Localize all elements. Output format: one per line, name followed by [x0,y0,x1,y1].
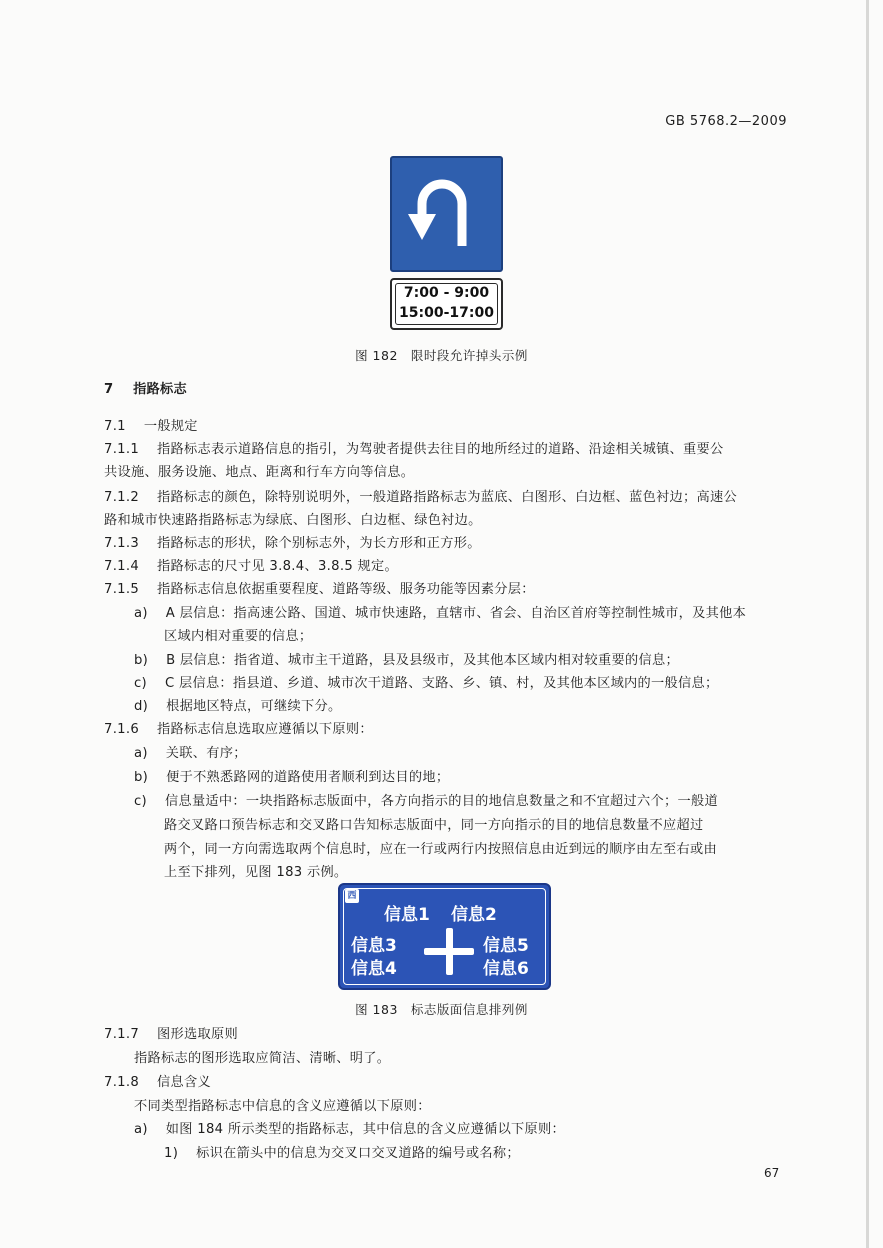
clause-7-1-5 [104,578,535,597]
list-marker: a) [134,746,148,761]
list-marker: c) [134,676,147,691]
list-item-a [134,742,247,761]
standard-code: GB 5768.2—2009 [665,114,787,129]
clause-number: 7.1.2 [104,490,140,505]
list-text: B 层信息：指省道、城市主干道路，县及县级市，及其他本区域内相对较重要的信息； [166,653,679,668]
list-item-d [134,695,341,714]
clause-7-1-8-text: 不同类型指路标志中信息的含义应遵循以下原则： [134,1099,431,1114]
clause-title: 信息含义 [157,1075,211,1090]
sign-info-5: 信息5 [483,936,529,956]
sub-list-item-1 [164,1142,520,1161]
clause-7-1-1-continued: 共设施、服务设施、地点、距离和行车方向等信息。 [104,465,415,480]
list-marker: a) [134,1122,148,1137]
clause-title: 图形选取原则 [157,1027,238,1042]
figure-183-caption: 图 183 标志版面信息排列例 [355,1002,528,1017]
section-7-heading [104,378,187,397]
clause-7-1-8 [104,1071,211,1090]
sign-info-6: 信息6 [483,959,529,979]
section-title: 一般规定 [143,419,198,434]
list-item-c-continued: 路交叉路口预告标志和交叉路口告知标志版面中，同一方向指示的目的地信息数量不应超过 [164,818,704,833]
clause-text: 指路标志的形状，除个别标志外，为长方形和正方形。 [157,536,481,551]
clause-text: 指路标志的颜色，除特别说明外，一般道路指路标志为蓝底、白图形、白边框、蓝色衬边；高速公 [157,490,737,505]
list-item-a [134,1118,565,1137]
list-item-a [134,602,746,621]
list-marker: b) [134,770,149,785]
list-text: C 层信息：指县道、乡道、城市次干道路、支路、乡、镇、村，及其他本区域内的一般信息； [164,676,719,691]
clause-7-1-3 [104,532,481,551]
section-number: 7 [104,382,114,397]
u-turn-arrow-icon [392,158,501,270]
list-marker: c) [134,794,147,809]
list-text: 如图 184 所示类型的指路标志，其中信息的含义应遵循以下原则： [165,1122,566,1137]
list-marker: d) [134,699,149,714]
figure-182-caption: 图 182 限时段允许掉头示例 [355,348,528,363]
list-item-b [134,766,449,785]
clause-number: 7.1.5 [104,582,140,597]
guide-sign-example [338,883,551,990]
clause-7-1-7 [104,1023,238,1042]
subsection-7-1-heading [104,415,198,434]
clause-7-1-2 [104,486,737,505]
list-item-c [134,672,718,691]
list-marker: a) [134,606,148,621]
clause-number: 7.1.1 [104,442,140,457]
list-text: 便于不熟悉路网的道路使用者顺利到达目的地； [166,770,450,785]
list-item-b [134,649,679,668]
clause-text: 指路标志的尺寸见 3.8.4、3.8.5 规定。 [157,559,398,574]
list-text: A 层信息：指高速公路、国道、城市快速路，直辖市、省会、自治区首府等控制性城市，及其他本 [165,606,747,621]
list-text: 标识在箭头中的信息为交叉口交叉道路的编号或名称； [196,1146,520,1161]
list-text: 根据地区特点，可继续下分。 [166,699,342,714]
list-marker: b) [134,653,149,668]
clause-7-1-2-continued: 路和城市快速路指路标志为绿底、白图形、白边框、绿色衬边。 [104,513,482,528]
list-item-c-continued: 两个，同一方向需选取两个信息时，应在一行或两行内按照信息由近到远的顺序由左至右或由 [164,842,717,857]
sign-info-1: 信息1 [384,905,430,925]
west-direction-badge: 西 [345,889,359,903]
list-item-c [134,790,718,809]
clause-7-1-1 [104,438,724,457]
time-range-morning: 7:00 - 9:00 [403,285,490,301]
clause-text: 指路标志信息依据重要程度、道路等级、服务功能等因素分层： [157,582,535,597]
section-number: 7.1 [104,419,126,434]
clause-7-1-4 [104,555,398,574]
sign-info-4: 信息4 [351,959,397,979]
list-item-c-continued: 上至下排列，见图 183 示例。 [164,865,348,880]
page-number: 67 [764,1166,780,1180]
clause-text: 指路标志表示道路信息的指引，为驾驶者提供去往目的地所经过的道路、沿途相关城镇、重要公 [157,442,724,457]
clause-number: 7.1.3 [104,536,140,551]
time-range-afternoon: 15:00-17:00 [399,305,494,321]
page-edge-shadow [866,0,869,1248]
sign-info-2: 信息2 [451,905,497,925]
clause-number: 7.1.6 [104,722,140,737]
clause-number: 7.1.8 [104,1075,140,1090]
clause-text: 指路标志信息选取应遵循以下原则： [157,722,373,737]
list-item-a-continued: 区域内相对重要的信息； [164,629,313,644]
section-title: 指路标志 [133,382,188,397]
time-period-plate [390,278,503,330]
clause-number: 7.1.4 [104,559,140,574]
u-turn-sign [390,156,503,272]
clause-number: 7.1.7 [104,1027,140,1042]
list-text: 关联、有序； [165,746,247,761]
crossroads-icon-vertical [446,928,453,975]
list-marker: 1) [164,1146,179,1161]
list-text: 信息量适中：一块指路标志版面中，各方向指示的目的地信息数量之和不宜超过六个；一般道 [164,794,718,809]
clause-7-1-7-text: 指路标志的图形选取应简洁、清晰、明了。 [134,1051,391,1066]
sign-info-3: 信息3 [351,936,397,956]
clause-7-1-6 [104,718,373,737]
